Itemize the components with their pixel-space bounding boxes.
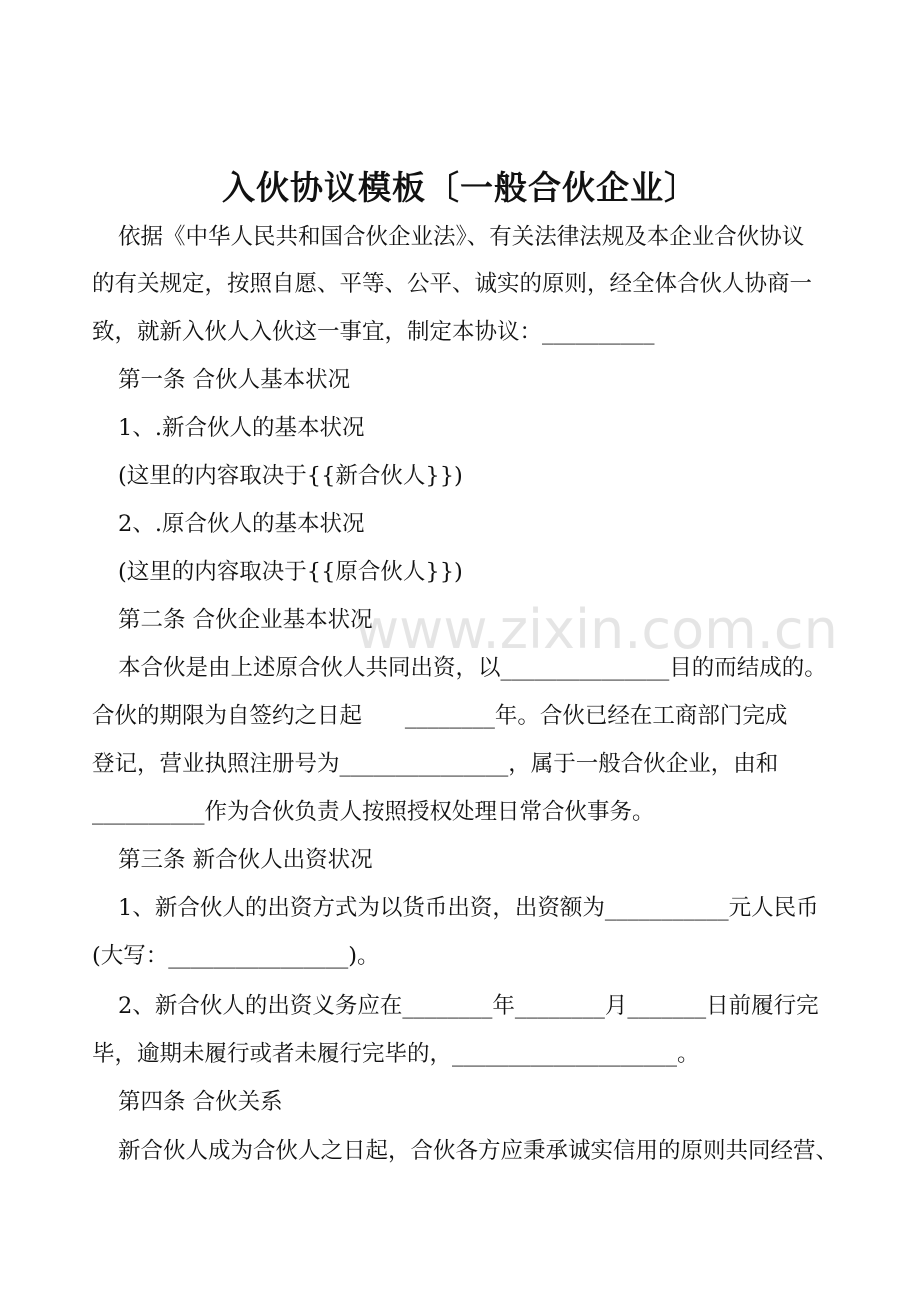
placeholder-line: (这里的内容取决于{{原合伙人}}): [118, 559, 463, 585]
paragraph-line: 1、新合伙人的出资方式为以货币出资，出资额为___________元人民币: [118, 895, 819, 921]
article-heading: 第四条 合伙关系: [118, 1089, 283, 1115]
paragraph-line: 合伙的期限为自签约之日起 ________年。合伙已经在工商部门完成: [92, 703, 788, 729]
paragraph-line: 2、新合伙人的出资义务应在________年________月_______日前履行完: [118, 993, 819, 1019]
document-title: 入伙协议模板〔一般合伙企业〕: [222, 168, 698, 207]
paragraph-line: 本合伙是由上述原合伙人共同出资，以_______________目的而结成的。: [118, 655, 827, 681]
placeholder-line: (这里的内容取决于{{新合伙人}}): [118, 463, 463, 489]
paragraph-line: 新合伙人成为合伙人之日起，合伙各方应秉承诚实信用的原则共同经营、: [118, 1138, 839, 1164]
paragraph-line: (大写：________________)。: [92, 943, 380, 969]
watermark: www.zixin.com.cn: [355, 598, 838, 661]
paragraph-line: 2、.原合伙人的基本状况: [118, 511, 365, 537]
paragraph-line: 致，就新入伙人入伙这一事宜，制定本协议：__________: [92, 319, 655, 345]
article-heading: 第三条 新合伙人出资状况: [118, 847, 373, 873]
article-heading: 第一条 合伙人基本状况: [118, 367, 351, 393]
paragraph-line: 毕，逾期未履行或者未履行完毕的，____________________。: [92, 1041, 700, 1067]
paragraph-line: 的有关规定，按照自愿、平等、公平、诚实的原则，经全体合伙人协商一: [92, 271, 813, 297]
paragraph-line: __________作为合伙负责人按照授权处理日常合伙事务。: [92, 799, 655, 825]
paragraph-line: 登记，营业执照注册号为_______________，属于一般合伙企业，由和: [92, 751, 779, 777]
article-heading: 第二条 合伙企业基本状况: [118, 607, 373, 633]
paragraph-line: 1、.新合伙人的基本状况: [118, 415, 365, 441]
paragraph-line: 依据《中华人民共和国合伙企业法》、有关法律法规及本企业合伙协议: [118, 224, 805, 250]
